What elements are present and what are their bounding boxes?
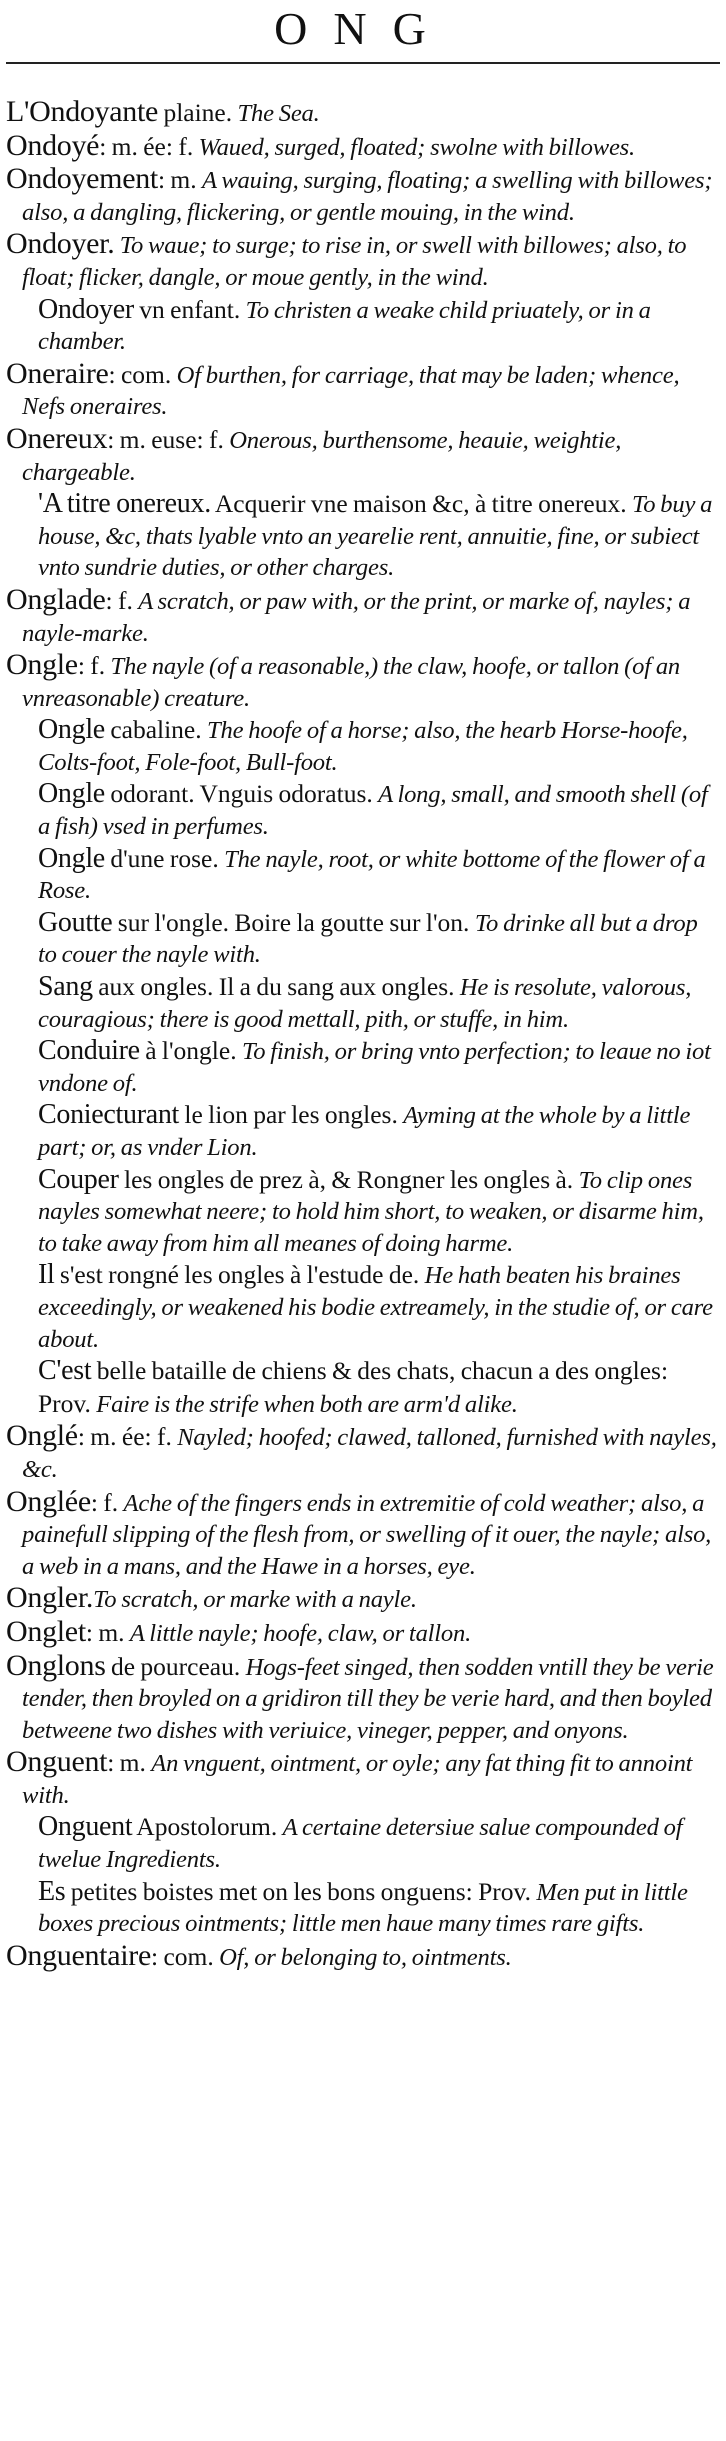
entry-list [6, 96, 718, 1973]
entry [6, 1582, 718, 1616]
french-text: : m. [107, 1748, 152, 1778]
entry [6, 358, 718, 423]
english-gloss: Nayled; hoofed; clawed, talloned, furnished with nayles, &c. [22, 1424, 717, 1483]
sub-entry [6, 1164, 718, 1260]
headword: Onglée [6, 1484, 91, 1518]
english-gloss: The nayle, root, or white bottome of the flower of a Rose. [38, 845, 706, 905]
headword: Onereux [6, 421, 108, 455]
french-text: aux ongles. Il a du sang aux ongles. [92, 972, 460, 1002]
english-gloss: Ayming at the whole by a little part; or, as vnder Lion. [38, 1102, 691, 1161]
headword: Ondoyer. [6, 227, 115, 261]
headword: Ondoyement [6, 162, 158, 196]
english-gloss: The Sea. [237, 100, 320, 127]
english-gloss: He hath beaten his braines exceedingly, or weakened his bodie extreamely, in the studie of, or care about. [38, 1262, 713, 1353]
entry [6, 1650, 718, 1747]
entry [6, 1940, 718, 1974]
sub-entry [6, 1811, 718, 1875]
french-text: : m. [85, 1617, 130, 1647]
french-text: d'une rose. [104, 843, 225, 873]
english-gloss: To scratch, or marke with a nayle. [93, 1586, 417, 1614]
headword: Onglet [6, 1614, 86, 1648]
english-gloss: To clip ones nayles somewhat neere; to hold him short, to weaken, or disarme him, to take away from him all meanes of doing harme. [38, 1166, 704, 1257]
french-text: : f. [105, 585, 139, 615]
headword: Sang [38, 971, 93, 1003]
french-text: : f. [77, 651, 111, 681]
english-gloss: A long, small, and smooth shell (of a fish) vsed in perfumes. [38, 781, 708, 841]
french-text: s'est rongné les ongles à l'estude de. [54, 1260, 425, 1290]
french-text: belle bataille de chiens & des chats, chacun a des ongles: Prov. [38, 1356, 669, 1418]
headword: Ongle [38, 714, 105, 746]
english-gloss: A wauing, surging, floating; a swelling with billowes; also, a dangling, flickering, or gentle mouing, in the wind. [22, 167, 713, 226]
entry [6, 228, 718, 293]
english-gloss: To waue; to surge; to rise in, or swell with billowes; also, to float; flicker, dangle, or moue gently, in the wind. [22, 232, 687, 291]
french-text: : m. ée: f. [77, 1422, 178, 1452]
english-gloss: He is resolute, valorous, couragious; there is good mettall, pith, or stuffe, in him. [38, 974, 692, 1033]
english-gloss: Faire is the strife when both are arm'd alike. [96, 1390, 518, 1418]
english-gloss: A scratch, or paw with, or the print, or marke of, nayles; a nayle-marke. [22, 587, 691, 647]
english-gloss: Of, or belonging to, ointments. [219, 1943, 512, 1971]
headword: Ongler. [6, 1581, 94, 1615]
headword: Onguent [38, 1811, 133, 1843]
entry [6, 130, 718, 164]
french-text: le lion par les ongles. [179, 1100, 404, 1130]
english-gloss: Onerous, burthensome, heauie, weightie, chargeable. [22, 426, 622, 486]
sub-entry [6, 971, 718, 1035]
entry [6, 163, 718, 228]
english-gloss: Men put in little boxes precious ointments; little men haue many times rare gifts. [38, 1878, 688, 1938]
headword: Onglé [6, 1419, 78, 1453]
headword: L'Ondoyante [6, 95, 159, 128]
french-text: : m. ée: f. [99, 131, 199, 161]
french-text: : m. euse: f. [107, 424, 230, 454]
english-gloss: To drinke all but a drop to couer the nayle with. [38, 909, 698, 969]
french-text: de pourceau. [105, 1651, 246, 1681]
headword: Coniecturant [38, 1099, 180, 1131]
entry [6, 1616, 718, 1650]
running-head: ONG [274, 3, 452, 54]
headword: Goutte [38, 906, 113, 938]
entry [6, 96, 718, 130]
headword: Il [38, 1259, 55, 1291]
english-gloss: To christen a weake child priuately, or in a chamber. [38, 296, 651, 356]
french-text: : com. [108, 359, 177, 389]
english-gloss: Waued, surged, floated; swolne with billowes. [198, 133, 635, 161]
french-text: cabaline. [104, 715, 208, 745]
english-gloss: A certaine detersiue salue compounded of twelue Ingredients. [38, 1814, 683, 1874]
french-text: les ongles de prez à, & Rongner les ongles à. [118, 1164, 579, 1194]
sub-entry [6, 907, 718, 971]
headword: Onguentaire [6, 1938, 151, 1972]
french-text: Apostolorum. [132, 1812, 283, 1842]
french-text: : com. [150, 1941, 220, 1971]
headword: Conduire [38, 1035, 140, 1067]
headword: Es [38, 1875, 66, 1907]
french-text: odorant. Vnguis odoratus. [104, 779, 379, 809]
sub-entry [6, 843, 718, 907]
sub-entry [6, 488, 718, 584]
headword: Oneraire [6, 356, 109, 390]
english-gloss: Hogs-feet singed, then sodden vntill they be verie tender, then broyled on a gridiron till they be verie hard, and then boyled betweene two dishes with veriuice, vineger, pepper, and onyons. [22, 1653, 714, 1744]
french-text: vn enfant. [133, 294, 246, 324]
english-gloss: Ache of the fingers ends in extremitie of cold weather; also, a painefull slipping of the flesh from, or swelling of it ouer, the nayle; also, a web in a mans, and the Hawe in a horses, eye. [22, 1489, 712, 1580]
french-text: : f. [90, 1487, 124, 1517]
headword: C'est [38, 1355, 92, 1387]
entry [6, 584, 718, 649]
sub-entry [6, 294, 718, 358]
french-text: à l'ongle. [139, 1036, 242, 1066]
entry [6, 1486, 718, 1583]
entry [6, 1746, 718, 1811]
headword: Couper [38, 1163, 119, 1195]
sub-entry [6, 1355, 718, 1420]
french-text: petites boistes met on les bons onguens: Prov. [65, 1876, 537, 1906]
french-text: plaine. [158, 98, 238, 127]
sub-entry [6, 1259, 718, 1355]
header-rule [6, 62, 720, 64]
english-gloss: To finish, or bring vnto perfection; to leaue no iot vndone of. [38, 1038, 711, 1097]
entry [6, 649, 718, 714]
headword: Onglons [6, 1648, 106, 1682]
headword: Ongle [38, 778, 105, 810]
sub-entry [6, 778, 718, 842]
entry [6, 1420, 718, 1485]
english-gloss: The hoofe of a horse; also, the hearb Horse-hoofe, Colts-foot, Fole-foot, Bull-foot. [38, 717, 688, 776]
headword: Ongle [38, 842, 105, 874]
english-gloss: To buy a house, &c, thats lyable vnto an yearelie rent, annuitie, fine, or subiect vnto sundrie duties, or other charges. [38, 491, 713, 582]
english-gloss: Of burthen, for carriage, that may be laden; whence, Nefs oneraires. [22, 361, 680, 421]
english-gloss: An vnguent, ointment, or oyle; any fat thing fit to annoint with. [22, 1750, 693, 1809]
sub-entry [6, 1876, 718, 1940]
headword: Onglade [6, 582, 106, 616]
entry [6, 423, 718, 488]
headword: 'A titre onereux. [38, 488, 211, 520]
sub-entry [6, 714, 718, 778]
french-text: sur l'ongle. Boire la goutte sur l'on. [112, 907, 475, 937]
headword: Ondoyer [38, 293, 134, 325]
english-gloss: The nayle (of a reasonable,) the claw, hoofe, or tallon (of an vnreasonable) creature. [22, 653, 681, 712]
french-text: : m. [157, 165, 203, 195]
sub-entry [6, 1099, 718, 1163]
french-text: Acquerir vne maison &c, à titre onereux. [210, 489, 632, 519]
headword: Ongle [6, 648, 78, 682]
headword: Ondoyé [6, 128, 100, 162]
english-gloss: A little nayle; hoofe, claw, or tallon. [129, 1619, 472, 1647]
sub-entry [6, 1035, 718, 1099]
headword: Onguent [6, 1745, 108, 1779]
